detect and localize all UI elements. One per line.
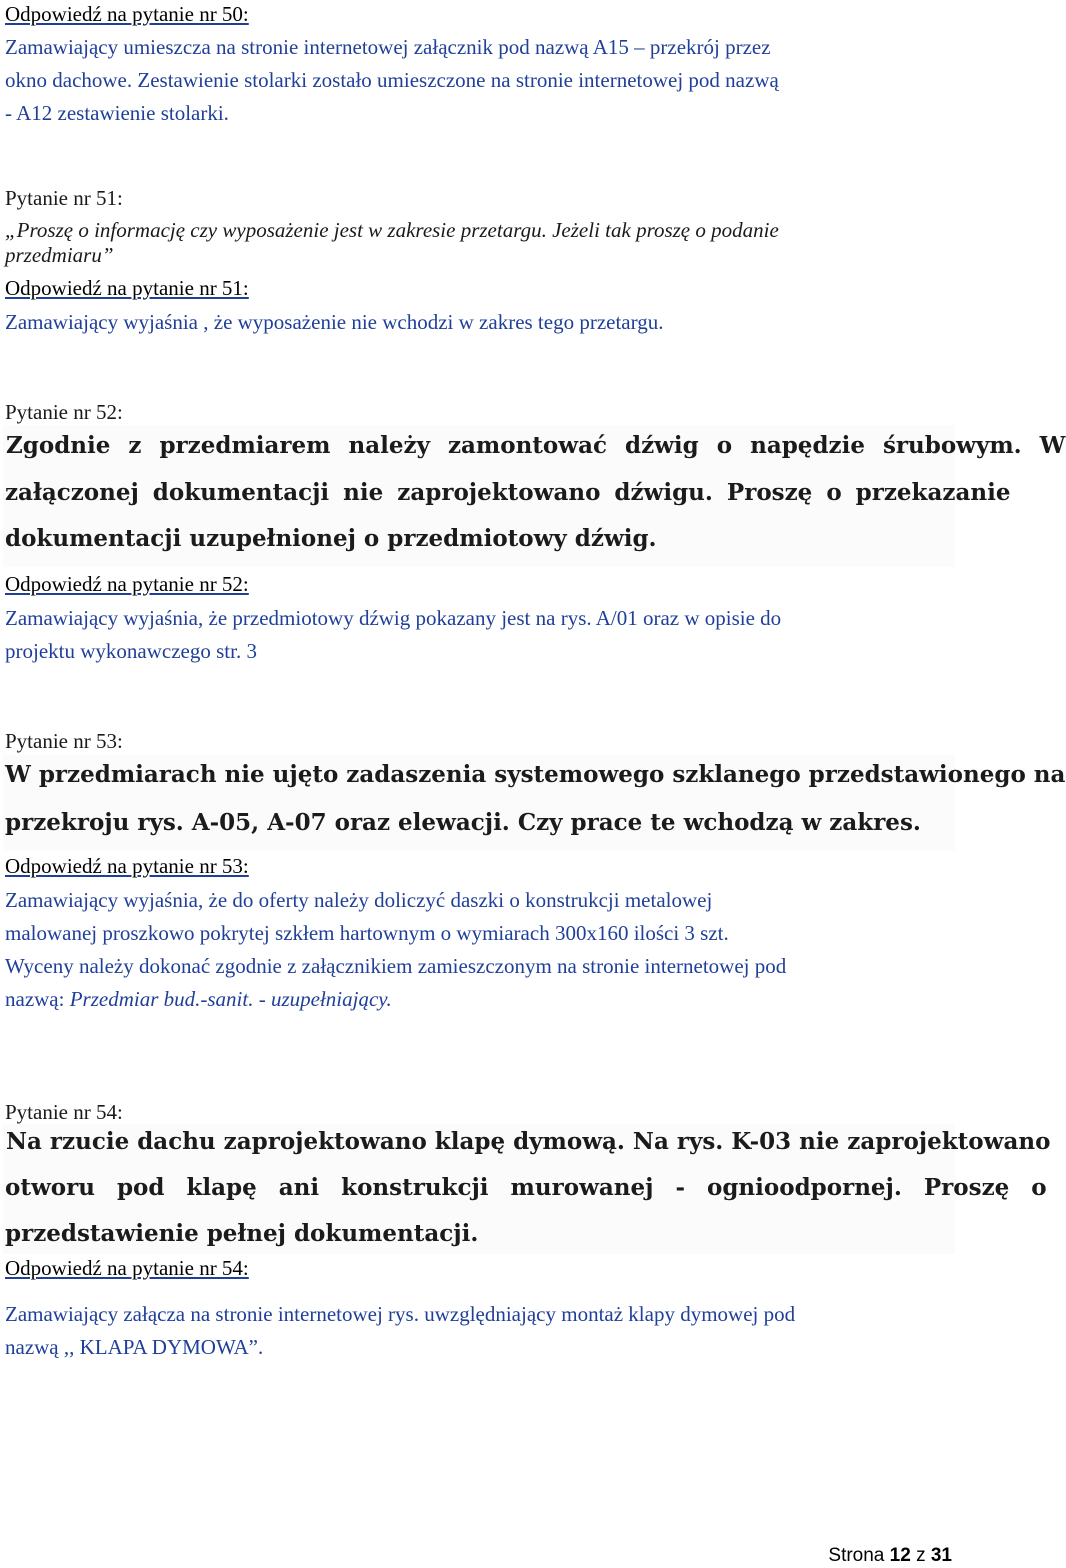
question-52-scan <box>3 425 1066 567</box>
question-53-heading: Pytanie nr 53: <box>5 729 123 753</box>
page-number-prefix: Strona <box>828 1545 890 1566</box>
answer-54-line-1: Zamawiający załącza na stronie internetowej rys. uwzględniający montaż klapy dymowej pod <box>5 1302 796 1326</box>
answer-50-heading: Odpowiedź na pytanie nr 50: <box>5 2 249 26</box>
answer-54-line-2: nazwą ,, KLAPA DYMOWA”. <box>5 1335 264 1359</box>
page-number <box>828 1545 952 1567</box>
answer-50-line-3: - A12 zestawienie stolarki. <box>5 101 229 125</box>
page-number-current: 12 <box>889 1545 911 1566</box>
answer-53-line-1: Zamawiający wyjaśnia, że do oferty należy doliczyć daszki o konstrukcji metalowej <box>5 888 713 912</box>
question-51-line-2: przedmiaru” <box>5 243 114 267</box>
answer-53-line-4 <box>5 987 392 1011</box>
question-53-scan-line-2: przekroju rys. A-05, A-07 oraz elewacji. Czy prace te wchodzą w zakres. <box>5 809 921 836</box>
answer-51-heading: Odpowiedź na pytanie nr 51: <box>5 276 249 300</box>
question-52-scan-line-3: dokumentacji uzupełnionej o przedmiotowy dźwig. <box>5 525 657 552</box>
answer-52-line-1: Zamawiający wyjaśnia, że przedmiotowy dźwig pokazany jest na rys. A/01 oraz w opisie do <box>5 606 782 630</box>
answer-51-line-1: Zamawiający wyjaśnia , że wyposażenie nie wchodzi w zakres tego przetargu. <box>5 310 664 334</box>
answer-50-line-2: okno dachowe. Zestawienie stolarki zostało umieszczone na stronie internetowej pod nazwą <box>5 68 779 92</box>
question-52-scan-line-2: załączonej dokumentacji nie zaprojektowano dźwigu. Proszę o przekazanie <box>5 479 1011 506</box>
question-54-scan-line-2: otworu pod klapę ani konstrukcji murowanej - ognioodpornej. Proszę o <box>5 1174 1047 1201</box>
question-52-heading: Pytanie nr 52: <box>5 400 123 424</box>
question-54-scan-line-3: przedstawienie pełnej dokumentacji. <box>5 1220 479 1247</box>
answer-52-line-2: projektu wykonawczego str. 3 <box>5 639 257 663</box>
question-52-scan-line-1: Zgodnie z przedmiarem należy zamontować dźwig o napędzie śrubowym. W <box>6 432 1066 459</box>
answer-53-line-4-prefix: nazwą: <box>5 987 70 1011</box>
question-51-heading: Pytanie nr 51: <box>5 186 123 210</box>
answer-52-heading: Odpowiedź na pytanie nr 52: <box>5 572 249 596</box>
answer-53-heading: Odpowiedź na pytanie nr 53: <box>5 854 249 878</box>
question-54-heading: Pytanie nr 54: <box>5 1100 123 1124</box>
answer-50-line-1: Zamawiający umieszcza na stronie internetowej załącznik pod nazwą A15 – przekrój przez <box>5 35 771 59</box>
question-51-line-1: „Proszę o informację czy wyposażenie jest w zakresie przetargu. Jeżeli tak proszę o podanie <box>5 218 779 242</box>
answer-53-line-2: malowanej proszkowo pokrytej szkłem hartownym o wymiarach 300x160 ilości 3 szt. <box>5 921 729 945</box>
answer-54-heading: Odpowiedź na pytanie nr 54: <box>5 1256 249 1280</box>
answer-53-line-3: Wyceny należy dokonać zgodnie z załącznikiem zamieszczonym na stronie internetowej pod <box>5 954 787 978</box>
question-54-scan-line-1: Na rzucie dachu zaprojektowano klapę dymową. Na rys. K-03 nie zaprojektowano <box>6 1128 1051 1155</box>
page-number-sep: z <box>910 1545 931 1566</box>
question-54-scan <box>3 1124 1051 1254</box>
answer-53-attachment-name: Przedmiar bud.-sanit. - uzupełniający. <box>69 987 392 1011</box>
page-number-total: 31 <box>930 1545 952 1566</box>
question-53-scan <box>3 755 1066 851</box>
question-53-scan-line-1: W przedmiarach nie ujęto zadaszenia systemowego szklanego przedstawionego na <box>5 761 1066 788</box>
